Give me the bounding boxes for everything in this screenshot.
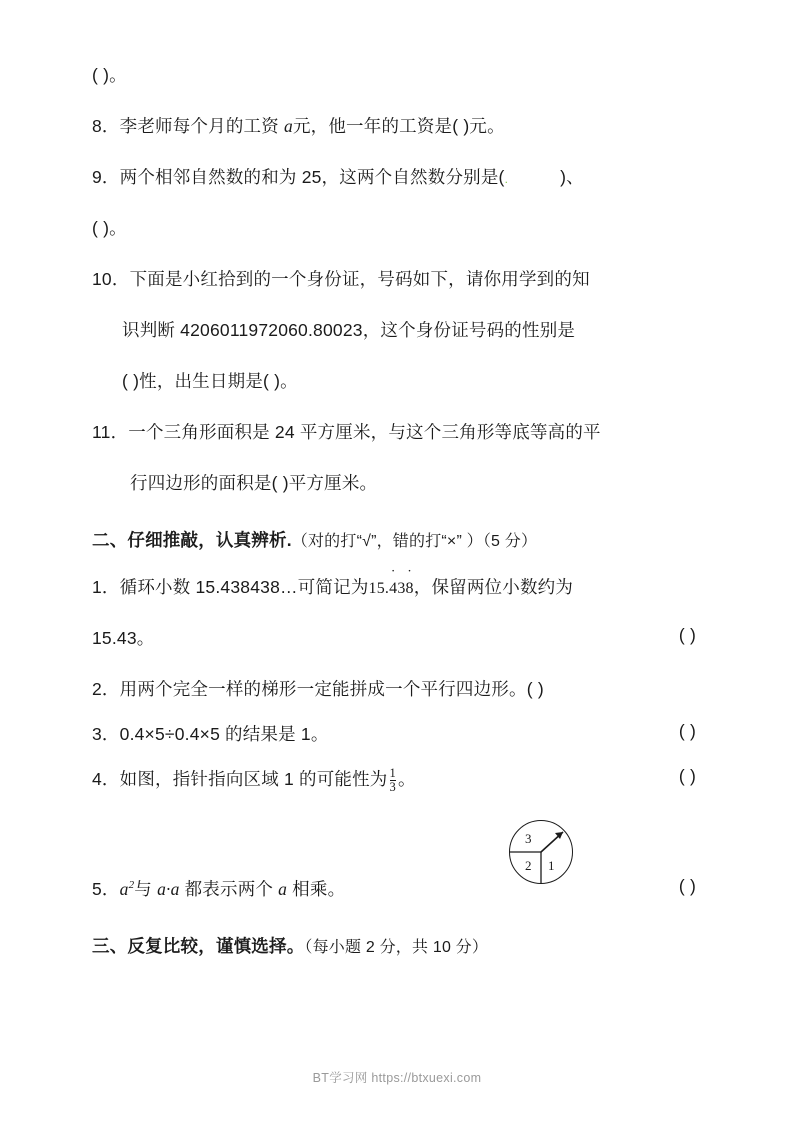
tf-item-5 [92, 876, 702, 901]
tf-item-4-answer-box[interactable]: ( ) [678, 766, 696, 786]
worksheet-content [92, 62, 702, 958]
section-three-heading [92, 933, 702, 958]
repeat-digit-2: 3 [397, 580, 406, 597]
tf-item-5-base: a [119, 879, 129, 900]
spinner-label-1: 1 [548, 858, 555, 873]
tf-item-5-variable: a [278, 879, 288, 900]
tf-item-5-text-mid: 与 [134, 879, 158, 900]
variable-a: a [284, 116, 293, 136]
question-11-line-1: 11．一个三角形面积是 24 平方厘米，与这个三角形等底等高的平 [92, 422, 601, 442]
question-9-tail: )、 [560, 167, 584, 187]
tf-item-3 [92, 721, 702, 746]
tf-item-2: 2．用两个完全一样的梯形一定能拼成一个平行四边形。( ) [92, 679, 544, 699]
tf-item-5-answer-box[interactable]: ( ) [678, 876, 696, 897]
fraction-denominator: 3 [389, 780, 396, 794]
tf-item-1-line-2-text: 15.43。 [92, 628, 155, 648]
question-11-line-2: 行四边形的面积是( )平方厘米。 [130, 473, 378, 493]
spinner-label-3: 3 [525, 831, 532, 846]
tf-item-1-text-pre: 1．循环小数 15.438438…可简记为 [92, 577, 369, 597]
question-10-line-3: ( )性，出生日期是( )。 [122, 371, 298, 391]
spinner-figure [509, 820, 575, 886]
question-10-line-2: 识判断 4206011972060.80023，这个身份证号码的性别是 [122, 320, 576, 340]
tf-item-5-product: a·a [157, 879, 180, 900]
question-8 [92, 113, 702, 138]
spinner-lines [509, 820, 575, 886]
question-9-text: 9．两个相邻自然数的和为 25，这两个自然数分别是( [92, 167, 505, 187]
tf-item-5-exponent: 2 [128, 879, 135, 892]
repeating-decimal [369, 580, 414, 598]
section-two-note: （对的打“√”，错的打“×” ）（5 分） [291, 533, 538, 550]
watermark: BT学习网 https://btxuexi.com [312, 1071, 482, 1085]
fraction-one-third [390, 767, 396, 794]
tf-item-1-answer-box[interactable]: ( ) [678, 625, 696, 645]
section-three-title: 三、反复比较，谨慎选择。 [92, 936, 305, 957]
question-8-text-part2: 元，他一年的工资是( )元。 [292, 116, 505, 136]
section-three-note: （每小题 2 分，共 10 分） [304, 939, 489, 957]
section-two-heading [92, 527, 702, 552]
blank-line-carryover: ( )。 [92, 65, 127, 85]
repeat-whole: 15. [368, 580, 390, 597]
question-9-line-1 [92, 164, 702, 189]
tf-item-5-text-end: 相乘。 [287, 879, 346, 900]
tf-item-1-line-1 [92, 574, 702, 599]
spinner-label-2: 2 [525, 858, 532, 873]
repeat-digit-1: ˙ 4 [389, 580, 397, 597]
tf-item-5-text-post: 都表示两个 [179, 879, 279, 900]
tf-item-3-text: 3．0.4×5÷0.4×5 的结果是 1。 [92, 724, 329, 744]
tf-item-4-text-pre: 4．如图，指针指向区域 1 的可能性为 [92, 769, 388, 789]
question-10-line-1: 10．下面是小红拾到的一个身份证，号码如下，请你用学到的知 [92, 269, 590, 289]
tf-item-4 [92, 766, 702, 794]
question-8-text-part1: 8．李老师每个月的工资 [92, 116, 284, 136]
tf-item-1-text-post: ，保留两位小数约为 [413, 577, 574, 597]
stray-mark-icon: . [504, 172, 509, 186]
repeat-digit-3: ˙ 8 [406, 580, 414, 597]
fraction-numerator: 1 [389, 765, 396, 780]
tf-item-4-text-post: 。 [397, 769, 416, 789]
tf-item-1-line-2 [92, 625, 702, 650]
tf-item-3-answer-box[interactable]: ( ) [678, 721, 696, 741]
section-two-title: 二、仔细推敲，认真辨析. [92, 530, 292, 550]
tf-item-5-text-pre: 5． [92, 879, 120, 900]
question-9-line-2: ( )。 [92, 218, 127, 238]
